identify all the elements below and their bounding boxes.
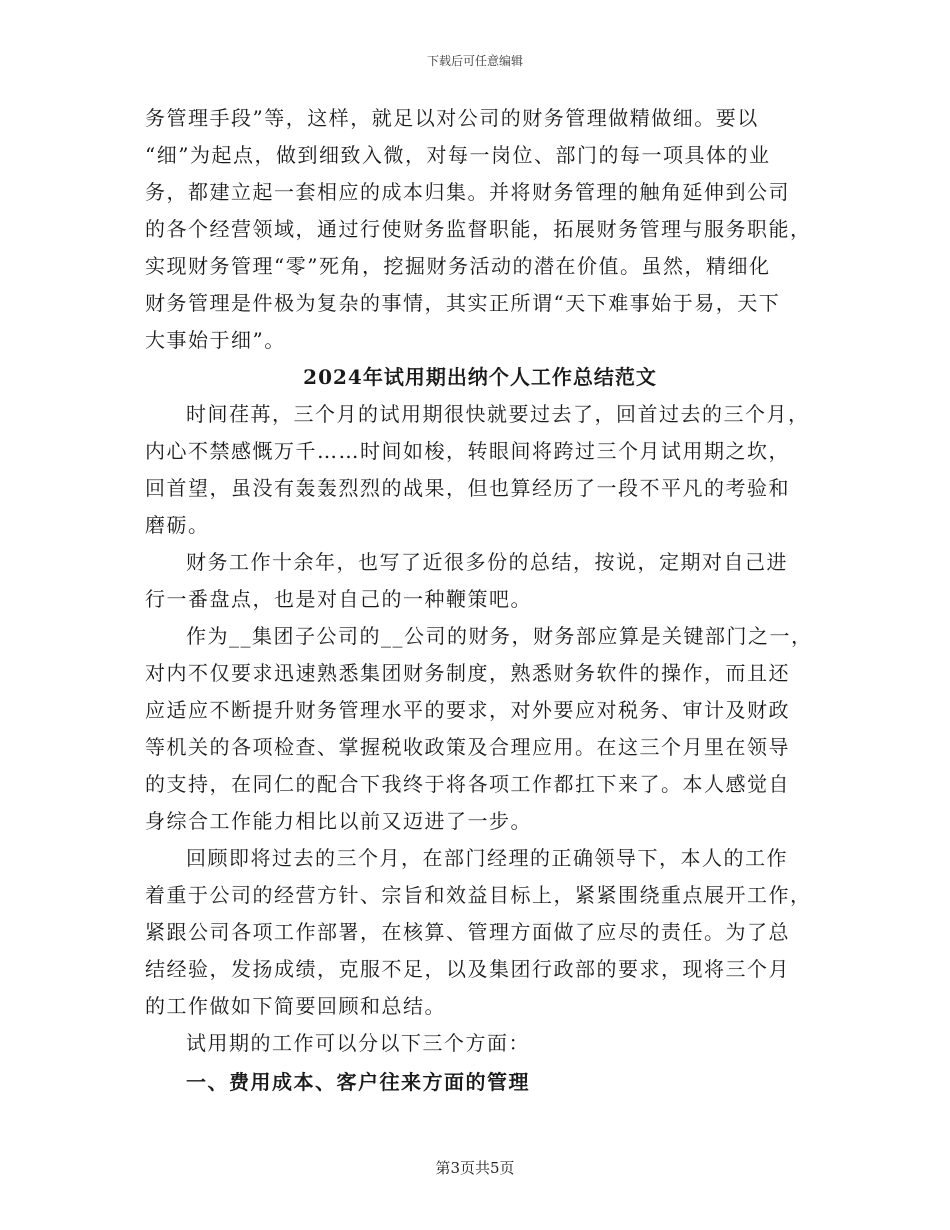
paragraph-5 (145, 1025, 815, 1062)
text-line: 等机关的各项检查、掌握税收政策及合理应用。在这三个月里在领导 (145, 735, 790, 759)
text-line: 的支持，在同仁的配合下我终于将各项工作都扛下来了。本人感觉自 (145, 772, 790, 796)
paragraph-2 (145, 544, 815, 618)
document-title: 2024年试用期出纳个人工作总结范文 (303, 365, 657, 389)
text-line: 着重于公司的经营方针、宗旨和效益目标上，紧紧围绕重点展开工作， (145, 883, 812, 907)
text-line: 对内不仅要求迅速熟悉集团财务制度，熟悉财务软件的操作，而且还 (145, 661, 790, 685)
text-line: 行一番盘点，也是对自己的一种鞭策吧。 (145, 587, 532, 611)
text-line: 内心不禁感慨万千……时间如梭，转眼间将跨过三个月试用期之坎， (145, 439, 790, 463)
text-line: 结经验，发扬成绩，克服不足，以及集团行政部的要求，现将三个月 (145, 957, 790, 981)
text-line: 身综合工作能力相比以前又迈进了一步。 (145, 809, 532, 833)
paragraph-3 (145, 618, 815, 840)
text-line: 试用期的工作可以分以下三个方面： (186, 1031, 530, 1055)
text-line: 回首望，虽没有轰轰烈烈的战果，但也算经历了一段不平凡的考验和 (145, 476, 790, 500)
intro-paragraph (145, 100, 815, 359)
paragraph-1 (145, 396, 815, 544)
text-line: 应适应不断提升财务管理水平的要求，对外要应对税务、审计及财政 (145, 698, 790, 722)
text-line: 财务工作十余年，也写了近很多份的总结，按说，定期对自己进 (186, 550, 788, 574)
text-line: 实现财务管理“零”死角，挖掘财务活动的潜在价值。虽然，精细化 (145, 254, 771, 278)
text-line: 回顾即将过去的三个月，在部门经理的正确领导下，本人的工作 (186, 846, 788, 870)
text-line: 紧跟公司各项工作部署，在核算、管理方面做了应尽的责任。为了总 (145, 920, 790, 944)
text-line: 务，都建立起一套相应的成本归集。并将财务管理的触角延伸到公司 (145, 180, 790, 204)
text-line: 作为__集团子公司的__公司的财务，财务部应算是关键部门之一， (186, 624, 813, 648)
paragraph-4 (145, 840, 815, 1025)
text-line: 务管理手段”等，这样，就足以对公司的财务管理做精做细。要以 (145, 106, 759, 130)
text-line: “细”为起点，做到细致入微，对每一岗位、部门的每一项具体的业 (145, 143, 771, 167)
text-line: 大事始于细”。 (145, 328, 286, 352)
text-line: 磨砺。 (145, 513, 210, 537)
text-line: 的各个经营领域，通过行使财务监督职能，拓展财务管理与服务职能， (145, 217, 812, 241)
document-body (145, 100, 815, 1102)
text-line: 的工作做如下简要回顾和总结。 (145, 994, 446, 1018)
text-line: 时间荏苒，三个月的试用期很快就要过去了，回首过去的三个月， (186, 402, 810, 426)
section-heading: 一、费用成本、客户往来方面的管理 (186, 1070, 530, 1094)
text-line: 财务管理是件极为复杂的事情，其实正所谓“天下难事始于易，天下 (145, 291, 781, 315)
page-header-note: 下载后可任意编辑 (426, 54, 523, 68)
page-number-footer: 第3页共5页 (435, 1159, 515, 1177)
